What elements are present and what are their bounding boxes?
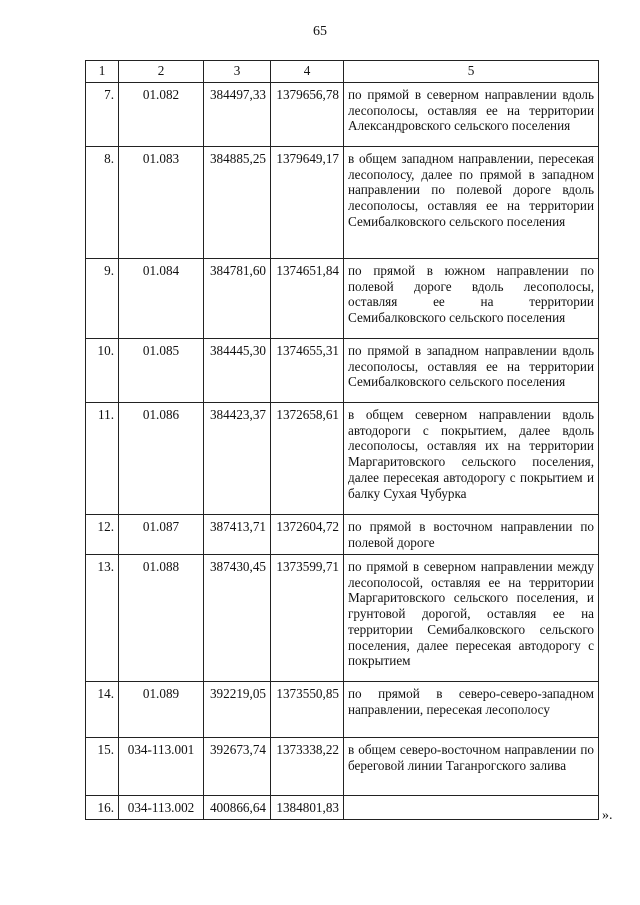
coordinate-y: 1373599,71 — [271, 555, 344, 682]
table-row — [86, 339, 599, 403]
boundary-description: по прямой в северном направлении между лесополосой, оставляя ее на территории Маргаритовского сельского поселения, и грунтовой дорогой, оставляя ее на территории Семибалковского сельского поселения, далее пересекая автодорогу с покрытием — [344, 555, 599, 682]
point-code: 034-113.002 — [119, 796, 204, 820]
column-header-5: 5 — [344, 61, 599, 83]
table-row — [86, 796, 599, 820]
boundary-description: в общем северо-восточном направлении по береговой линии Таганрогского залива — [344, 738, 599, 796]
boundary-description: по прямой в южном направлении по полевой дороге вдоль лесополосы, оставляя ее на территории Семибалковского сельского поселения — [344, 259, 599, 339]
row-number: 12. — [86, 515, 119, 555]
point-code: 01.083 — [119, 147, 204, 259]
table-row — [86, 555, 599, 682]
row-number: 14. — [86, 682, 119, 738]
point-code: 01.088 — [119, 555, 204, 682]
coordinate-x: 400866,64 — [204, 796, 271, 820]
point-code: 01.085 — [119, 339, 204, 403]
boundary-description: по прямой в восточном направлении по полевой дороге — [344, 515, 599, 555]
point-code: 01.084 — [119, 259, 204, 339]
coordinate-x: 384497,33 — [204, 83, 271, 147]
table-row — [86, 682, 599, 738]
row-number: 9. — [86, 259, 119, 339]
coordinate-y: 1373550,85 — [271, 682, 344, 738]
point-code: 01.087 — [119, 515, 204, 555]
coordinate-y: 1374655,31 — [271, 339, 344, 403]
table-row — [86, 83, 599, 147]
table-row — [86, 738, 599, 796]
coordinate-y: 1384801,83 — [271, 796, 344, 820]
boundary-points-table — [85, 60, 599, 820]
point-code: 01.089 — [119, 682, 204, 738]
point-code: 034-113.001 — [119, 738, 204, 796]
point-code: 01.082 — [119, 83, 204, 147]
coordinate-x: 387413,71 — [204, 515, 271, 555]
coordinate-x: 384781,60 — [204, 259, 271, 339]
boundary-description: в общем северном направлении вдоль автодороги с покрытием, далее вдоль лесополосы, оставляя их на территории Маргаритовского сельского поселения, далее пересекая автодорогу с покрытием и балку Сухая Чубурка — [344, 403, 599, 515]
row-number: 10. — [86, 339, 119, 403]
coordinate-x: 387430,45 — [204, 555, 271, 682]
row-number: 8. — [86, 147, 119, 259]
coordinate-x: 384885,25 — [204, 147, 271, 259]
coordinate-x: 384423,37 — [204, 403, 271, 515]
point-code: 01.086 — [119, 403, 204, 515]
table-row — [86, 259, 599, 339]
table-row — [86, 515, 599, 555]
coordinate-y: 1379649,17 — [271, 147, 344, 259]
boundary-description: по прямой в северном направлении вдоль лесополосы, оставляя ее на территории Александровского сельского поселения — [344, 83, 599, 147]
coordinate-y: 1372658,61 — [271, 403, 344, 515]
column-header-3: 3 — [204, 61, 271, 83]
row-number: 16. — [86, 796, 119, 820]
page-number: 65 — [313, 24, 327, 39]
boundary-description: в общем западном направлении, пересекая лесополосу, далее по прямой в западном направлении по полевой дороге вдоль лесополосы, оставляя ее на территории Семибалковского сельского поселения — [344, 147, 599, 259]
coordinate-x: 392219,05 — [204, 682, 271, 738]
table-header-row — [86, 61, 599, 83]
table-row — [86, 147, 599, 259]
column-header-2: 2 — [119, 61, 204, 83]
coordinate-y: 1374651,84 — [271, 259, 344, 339]
row-number: 11. — [86, 403, 119, 515]
boundary-description — [344, 796, 599, 820]
boundary-description: по прямой в северо-северо-западном направлении, пересекая лесополосу — [344, 682, 599, 738]
table-row — [86, 403, 599, 515]
row-number: 7. — [86, 83, 119, 147]
coordinate-x: 384445,30 — [204, 339, 271, 403]
coordinate-y: 1379656,78 — [271, 83, 344, 147]
coordinate-x: 392673,74 — [204, 738, 271, 796]
row-number: 13. — [86, 555, 119, 682]
coordinate-y: 1372604,72 — [271, 515, 344, 555]
row-number: 15. — [86, 738, 119, 796]
column-header-1: 1 — [86, 61, 119, 83]
column-header-4: 4 — [271, 61, 344, 83]
coordinate-y: 1373338,22 — [271, 738, 344, 796]
closing-quote-mark: ». — [602, 808, 613, 823]
boundary-description: по прямой в западном направлении вдоль лесополосы, оставляя ее на территории Семибалковского сельского поселения — [344, 339, 599, 403]
